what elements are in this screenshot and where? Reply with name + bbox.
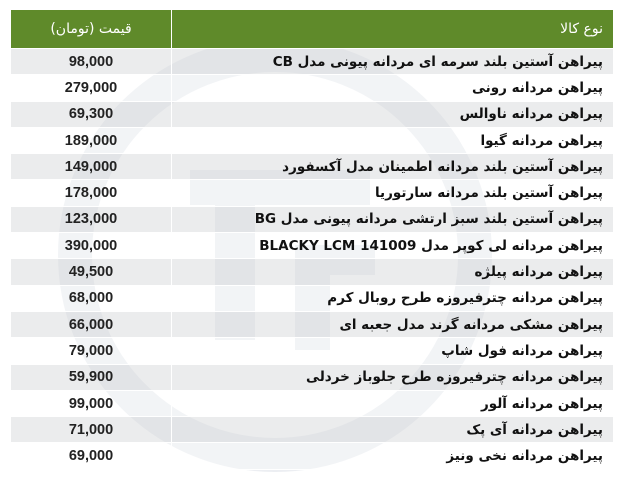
price-cell: 49,500 [11,259,172,285]
product-name-cell: پیراهن مردانه نخی ونیز [172,443,614,469]
table-row [11,127,614,153]
price-cell: 123,000 [11,206,172,232]
price-cell: 68,000 [11,285,172,311]
price-cell: 149,000 [11,154,172,180]
table-row [11,417,614,443]
product-name-cell: پیراهن مردانه پیلژه [172,259,614,285]
table-row [11,49,614,75]
product-name-cell: پیراهن مردانه گیوا [172,127,614,153]
table-row [11,206,614,232]
product-name-cell: پیراهن مردانه آلور [172,390,614,416]
price-table [10,9,614,470]
price-cell: 178,000 [11,180,172,206]
header-price: قیمت (تومان) [11,10,172,49]
product-name-cell: پیراهن مردانه چترفیروزه طرح جلوباز خردلی [172,364,614,390]
product-name-cell: پیراهن مردانه چترفیروزه طرح روبال کرم [172,285,614,311]
table-row [11,364,614,390]
table-row [11,285,614,311]
product-name-cell: پیراهن مشکی مردانه گرند مدل جعبه ای [172,311,614,337]
price-cell: 66,000 [11,311,172,337]
price-cell: 279,000 [11,75,172,101]
product-name-cell: پیراهن آستین بلند مردانه سارتوریا [172,180,614,206]
table-row [11,338,614,364]
product-name-cell: پیراهن آستین بلند سبز ارتشی مردانه پیونی مدل BG [172,206,614,232]
price-cell: 69,300 [11,101,172,127]
table-row [11,233,614,259]
price-cell: 189,000 [11,127,172,153]
table-row [11,259,614,285]
price-cell: 69,000 [11,443,172,469]
table-row [11,154,614,180]
price-cell: 390,000 [11,233,172,259]
product-name-cell: پیراهن مردانه ناوالس [172,101,614,127]
price-cell: 79,000 [11,338,172,364]
table-header-row [11,10,614,49]
price-cell: 71,000 [11,417,172,443]
table-row [11,311,614,337]
table-row [11,390,614,416]
table-row [11,75,614,101]
table-row [11,180,614,206]
product-name-cell: پیراهن آستین بلند مردانه اطمینان مدل آکسفورد [172,154,614,180]
price-cell: 59,900 [11,364,172,390]
product-name-cell: پیراهن آستین بلند سرمه ای مردانه پیونی مدل CB [172,49,614,75]
product-name-cell: پیراهن مردانه آی پک [172,417,614,443]
table-row [11,443,614,469]
table-body [11,49,614,470]
price-cell: 99,000 [11,390,172,416]
product-name-cell: پیراهن مردانه رونی [172,75,614,101]
product-name-cell: پیراهن مردانه لی کوپر مدل BLACKY LCM 141009 [172,233,614,259]
price-cell: 98,000 [11,49,172,75]
table-row [11,101,614,127]
header-product-name: نوع کالا [172,10,614,49]
product-name-cell: پیراهن مردانه فول شاپ [172,338,614,364]
